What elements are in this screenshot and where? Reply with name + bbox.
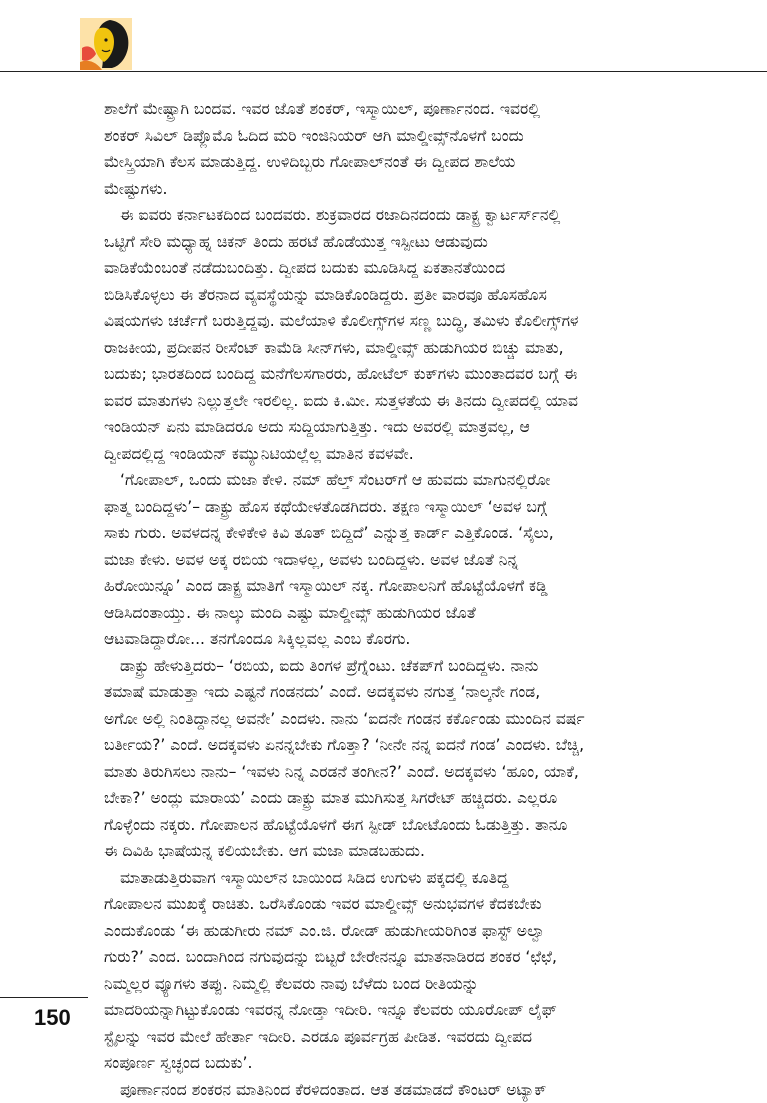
- text-line: ಶಾಲೆಗೆ ಮೇಷ್ಟ್ರಾಗಿ ಬಂದವ. ಇವರ ಜೊತೆ ಶಂಕರ್, ಇಸ್ಮಾಯಿಲ್, ಪೂರ್ಣಾನಂದ. ಇವರಲ್ಲಿ: [104, 96, 664, 123]
- paragraph-6: [104, 1077, 664, 1103]
- paragraph-4: [104, 653, 664, 865]
- text-line: ಹಿರೋಯಿನ್ನೂ’ ಎಂದ ಡಾಕ್ಟ್ರ ಮಾತಿಗೆ ಇಸ್ಮಾಯಿಲ್ ನಕ್ಕ. ಗೋಪಾಲನಿಗೆ ಹೊಟ್ಟೆಯೊಳಗೆ ಕಡ್ಡಿ: [104, 573, 664, 600]
- text-line: ಬರ್ತೀಯ?’ ಎಂದೆ. ಅದಕ್ಕವಳು ಏನನ್ನಬೇಕು ಗೊತ್ತಾ? ‘ನೀನೇ ನನ್ನ ಐದನೆ ಗಂಡ’ ಎಂದಳು. ಬೆಚ್ಚಿ,: [104, 732, 664, 759]
- paragraph-1: [104, 96, 664, 202]
- text-line: ಗುರು?’ ಎಂದ. ಬಂದಾಗಿಂದ ನಗುವುದನ್ನು ಬಿಟ್ಟರೆ ಬೇರೇನನ್ನೂ ಮಾತನಾಡಿರದ ಶಂಕರ ‘ಛೆಛೆ,: [104, 944, 664, 971]
- text-line: ಮೇಷ್ಟುಗಳು.: [104, 176, 664, 203]
- illustrated-face-logo-icon: [80, 18, 132, 70]
- footer-rule: [0, 997, 88, 998]
- text-line: ಡಾಕ್ಟ್ರು ಹೇಳುತ್ತಿದರು– ‘ರಬಿಯ, ಐದು ತಿಂಗಳ ಪ್ರೆಗ್ನೆಂಟು. ಚೆಕಪ್‌ಗೆ ಬಂದಿದ್ದಳು. ನಾನು: [104, 653, 664, 680]
- text-line: ರಾಜಕೀಯ, ಪ್ರದೀಪನ ರೀಸೆಂಟ್ ಕಾಮೆಡಿ ಸೀನ್‌ಗಳು, ಮಾಲ್ಡೀವ್ಸ್ ಹುಡುಗಿಯರ ಬಿಚ್ಚು ಮಾತು,: [104, 335, 664, 362]
- text-line: ಐವರ ಮಾತುಗಳು ನಿಲ್ಲುತ್ತಲೇ ಇರಲಿಲ್ಲ. ಐದು ಕಿ.ಮೀ. ಸುತ್ತಳತೆಯ ಈ ತಿನದು ದ್ವೀಪದಲ್ಲಿ ಯಾವ: [104, 388, 664, 415]
- paragraph-3: [104, 467, 664, 653]
- text-line: ಗೋಪಾಲನ ಮುಖಕ್ಕೆ ರಾಚಿತು. ಒರೆಸಿಕೊಂಡು ಇವರ ಮಾಲ್ಡೀವ್ಸ್ ಅನುಭವಗಳ ಕೆದಕಬೇಕು: [104, 891, 664, 918]
- text-line: ಬಿಡಿಸಿಕೊಳ್ಳಲು ಈ ತೆರನಾದ ವ್ಯವಸ್ಥೆಯನ್ನು ಮಾಡಿಕೊಂಡಿದ್ದರು. ಪ್ರತೀ ವಾರವೂ ಹೊಸಹೊಸ: [104, 282, 664, 309]
- page-number: 150: [34, 1006, 71, 1030]
- text-line: ಆಡಿಸಿದಂತಾಯ್ತು. ಈ ನಾಲ್ಕು ಮಂದಿ ಎಷ್ಟು ಮಾಲ್ಡೀವ್ಸ್ ಹುಡುಗಿಯರ ಜೊತೆ: [104, 600, 664, 627]
- body-text: [104, 96, 664, 1103]
- text-line: ಫಾತ್ಮ ಬಂದಿದ್ದಳು’– ಡಾಕ್ಟ್ರು ಹೊಸ ಕಥೆಯೇಳತೊಡಗಿದರು. ತಕ್ಷಣ ಇಸ್ಮಾಯಿಲ್ ‘ಅವಳ ಬಗ್ಗೆ: [104, 494, 664, 521]
- text-line: ಈ ದಿವಿಹಿ ಭಾಷೆಯನ್ನ ಕಲಿಯಬೇಕು. ಆಗ ಮಜಾ ಮಾಡಬಹುದು.: [104, 838, 664, 865]
- header-rule: [0, 71, 767, 72]
- text-line: ಬೇಕಾ?’ ಅಂದ್ಲು ಮಾರಾಯ’ ಎಂದು ಡಾಕ್ಟ್ರು ಮಾತ ಮುಗಿಸುತ್ತ ಸಿಗರೇಟ್ ಹಚ್ಚಿದರು. ಎಲ್ಲರೂ: [104, 785, 664, 812]
- text-line: ದ್ವೀಪದಲ್ಲಿದ್ದ ಇಂಡಿಯನ್ ಕಮ್ಯುನಿಟಿಯಲ್ಲೆಲ್ಲ ಮಾತಿನ ಕವಳವೇ.: [104, 441, 664, 468]
- text-line: ಗೊಳ್ಳೆಂದು ನಕ್ಕರು. ಗೋಪಾಲನ ಹೊಟ್ಟೆಯೊಳಗೆ ಈಗ ಸ್ಪೀಡ್ ಬೋಟೊಂದು ಓಡುತ್ತಿತ್ತು. ತಾನೂ: [104, 812, 664, 839]
- text-line: ಎಂದುಕೊಂಡು ‘ಈ ಹುಡುಗೀರು ನಮ್ ಎಂ.ಜಿ. ರೋಡ್ ಹುಡುಗೀಯರಿಗಿಂತ ಫಾಸ್ಟ್ ಅಲ್ವಾ: [104, 918, 664, 945]
- text-line: ಮೇಸ್ತ್ರಿಯಾಗಿ ಕೆಲಸ ಮಾಡುತ್ತಿದ್ದ. ಉಳಿದಿಬ್ಬರು ಗೋಪಾಲ್‌ನಂತೆ ಈ ದ್ವೀಪದ ಶಾಲೆಯ: [104, 149, 664, 176]
- text-line: ಸ್ಟೈಲನ್ನು ಇವರ ಮೇಲೆ ಹೇರ್ತಾ ಇದೀರಿ. ಎರಡೂ ಪೂರ್ವಗ್ರಹ ಪೀಡಿತ. ಇವರದು ದ್ವೀಪದ: [104, 1024, 664, 1051]
- text-line: ನಿಮ್ಮಲ್ಲರ ವ್ಯೂಗಳು ತಪ್ಪು. ನಿಮ್ಮಲ್ಲಿ ಕೆಲವರು ನಾವು ಬೆಳೆದು ಬಂದ ರೀತಿಯನ್ನು: [104, 971, 664, 998]
- text-line: ಪೂರ್ಣಾನಂದ ಶಂಕರನ ಮಾತಿನಿಂದ ಕೆರಳಿದಂತಾದ. ಆತ ತಡಮಾಡದೆ ಕೌಂಟರ್ ಅಟ್ಯಾಕ್: [104, 1077, 664, 1103]
- text-line: ಆಟವಾಡಿದ್ದಾರೋ... ತನಗೊಂದೂ ಸಿಕ್ಕಿಲ್ಲವಲ್ಲ ಎಂಬ ಕೊರಗು.: [104, 626, 664, 653]
- text-line: ಮಾತಾಡುತ್ತಿರುವಾಗ ಇಸ್ಮಾಯಿಲ್‌ನ ಬಾಯಿಂದ ಸಿಡಿದ ಉಗುಳು ಪಕ್ಕದಲ್ಲಿ ಕೂತಿದ್ದ: [104, 865, 664, 892]
- text-line: ಶಂಕರ್ ಸಿವಿಲ್ ಡಿಪ್ಲೊಮೊ ಓದಿದ ಮರಿ ಇಂಜಿನಿಯರ್ ಆಗಿ ಮಾಲ್ಡೀವ್ಸ್‌ನೊಳಗೆ ಬಂದು: [104, 123, 664, 150]
- text-line: ಸಾಕು ಗುರು. ಅವಳದನ್ನ ಕೇಳಿಕೇಳಿ ಕಿವಿ ತೂತ್ ಬಿದ್ದಿದೆ’ ಎನ್ನುತ್ತ ಕಾರ್ಡ್ ಎತ್ತಿಕೊಂಡ. ‘ಸೈಲು,: [104, 520, 664, 547]
- text-line: ಮಾದರಿಯನ್ನಾಗಿಟ್ಟುಕೊಂಡು ಇವರನ್ನ ನೋಡ್ತಾ ಇದೀರಿ. ಇನ್ನೂ ಕೆಲವರು ಯೂರೋಪ್ ಲೈಫ್: [104, 997, 664, 1024]
- text-line: ಇಂಡಿಯನ್ ಏನು ಮಾಡಿದರೂ ಅದು ಸುದ್ದಿಯಾಗುತ್ತಿತ್ತು. ಇದು ಅವರಲ್ಲಿ ಮಾತ್ರವಲ್ಲ, ಆ: [104, 414, 664, 441]
- text-line: ತಮಾಷೆ ಮಾಡುತ್ತಾ ಇದು ಎಷ್ಟನೆ ಗಂಡನದು’ ಎಂದೆ. ಅದಕ್ಕವಳು ನಗುತ್ತ ‘ನಾಲ್ಕನೇ ಗಂಡ,: [104, 679, 664, 706]
- paragraph-5: [104, 865, 664, 1077]
- text-line: ಒಟ್ಟಿಗೆ ಸೇರಿ ಮಧ್ಯಾಹ್ನ ಚಿಕನ್ ತಿಂದು ಹರಟೆ ಹೊಡೆಯುತ್ತ ಇಸ್ಪೀಟು ಆಡುವುದು: [104, 229, 664, 256]
- text-line: ಬದುಕು; ಭಾರತದಿಂದ ಬಂದಿದ್ದ ಮನೆಗೆಲಸಗಾರರು, ಹೋಟೆಲ್ ಕುಕ್‌ಗಳು ಮುಂತಾದವರ ಬಗ್ಗೆ ಈ: [104, 361, 664, 388]
- book-logo-icon: [80, 18, 132, 70]
- text-line: ವಿಷಯಗಳು ಚರ್ಚೆಗೆ ಬರುತ್ತಿದ್ದವು. ಮಲೆಯಾಳಿ ಕೊಲೀಗ್ಸ್‌ಗಳ ಸಣ್ಣ ಬುದ್ಧಿ, ತಮಿಳು ಕೊಲೀಗ್ಸ್‌ಗಳ: [104, 308, 664, 335]
- text-line: ವಾಡಿಕೆಯೆಂಬಂತೆ ನಡೆದುಬಂದಿತ್ತು. ದ್ವೀಪದ ಬದುಕು ಮೂಡಿಸಿದ್ದ ಏಕತಾನತೆಯಿಂದ: [104, 255, 664, 282]
- text-line: ಈ ಐವರು ಕರ್ನಾಟಕದಿಂದ ಬಂದವರು. ಶುಕ್ರವಾರದ ರಜಾದಿನದಂದು ಡಾಕ್ಟ್ರ ಕ್ವಾರ್ಟರ್ಸ್‌ನಲ್ಲಿ: [104, 202, 664, 229]
- text-line: ಸಂಪೂರ್ಣ ಸ್ವಚ್ಛಂದ ಬದುಕು’.: [104, 1050, 664, 1077]
- text-line: ಮಾತು ತಿರುಗಿಸಲು ನಾನು– ‘ಇವಳು ನಿನ್ನ ಎರಡನೆ ತಂಗೀನ?’ ಎಂದೆ. ಅದಕ್ಕವಳು ‘ಹೂಂ, ಯಾಕೆ,: [104, 759, 664, 786]
- text-line: ‘ಗೋಪಾಲ್, ಒಂದು ಮಜಾ ಕೇಳಿ. ನಮ್ ಹೆಲ್ತ್ ಸೆಂಟರ್‌ಗೆ ಆ ಹುವದು ಮಾಗುನಲ್ಲಿರೋ: [104, 467, 664, 494]
- text-line: ಅಗೋ ಅಲ್ಲಿ ನಿಂತಿದ್ದಾನಲ್ಲ ಅವನೇ’ ಎಂದಳು. ನಾನು ‘ಐದನೇ ಗಂಡನ ಕರ್ಕೊಂಡು ಮುಂದಿನ ವರ್ಷ: [104, 706, 664, 733]
- paragraph-2: [104, 202, 664, 467]
- text-line: ಮಜಾ ಕೇಳು. ಅವಳ ಅಕ್ಕ ರಬಿಯ ಇದಾಳಲ್ಲ, ಅವಳು ಬಂದಿದ್ದಳು. ಅವಳ ಜೊತೆ ನಿನ್ನ: [104, 547, 664, 574]
